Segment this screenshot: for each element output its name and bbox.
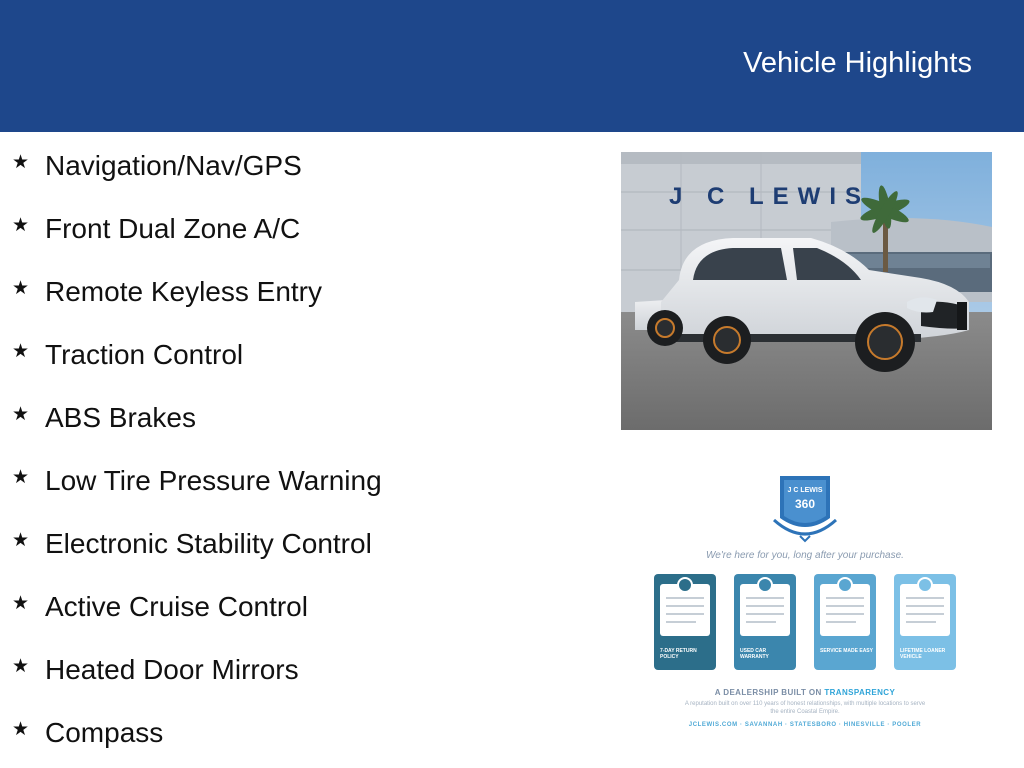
feature-label: Compass xyxy=(45,717,164,748)
warranty-icon xyxy=(758,578,772,592)
page-title: Vehicle Highlights xyxy=(743,47,972,79)
feature-label: Heated Door Mirrors xyxy=(45,654,299,685)
feature-label: ABS Brakes xyxy=(45,402,196,433)
dealer-sign-text: J C LEWIS xyxy=(669,183,871,210)
header-banner xyxy=(0,0,1024,132)
star-icon: ★ xyxy=(12,466,30,488)
feature-item xyxy=(0,402,560,442)
return-policy-icon xyxy=(678,578,692,592)
star-icon: ★ xyxy=(12,277,30,299)
badge-number-text: 360 xyxy=(794,497,816,511)
promo-card-label: SERVICE MADE EASY xyxy=(820,648,873,654)
promo-card-label: USED CAR WARRANTY xyxy=(740,648,769,660)
feature-item xyxy=(0,276,560,316)
badge-brand-text: J C LEWIS xyxy=(787,487,823,494)
feature-label: Electronic Stability Control xyxy=(45,528,372,559)
feature-item xyxy=(0,528,560,568)
feature-item xyxy=(0,654,560,694)
promo-locations: JCLEWIS.COM · SAVANNAH · STATESBORO · HINESVILLE · POOLER xyxy=(688,722,922,728)
feature-label: Remote Keyless Entry xyxy=(45,276,322,307)
feature-item xyxy=(0,150,560,190)
star-icon: ★ xyxy=(12,655,30,677)
feature-item xyxy=(0,717,560,757)
feature-label: Traction Control xyxy=(45,339,244,370)
star-icon: ★ xyxy=(12,151,30,173)
promo-card xyxy=(814,574,876,670)
promo-subtext: A reputation built on over 110 years of honest relationships, with multiple locations to serve the entire Coastal Empire. xyxy=(684,701,926,715)
star-icon: ★ xyxy=(12,340,30,362)
promo-heading-accent: TRANSPARENCY xyxy=(824,688,896,697)
promo-heading-prefix: A DEALERSHIP BUILT ON xyxy=(714,688,822,697)
feature-item xyxy=(0,339,560,379)
feature-item xyxy=(0,591,560,631)
service-icon xyxy=(838,578,852,592)
feature-label: Front Dual Zone A/C xyxy=(45,213,301,244)
star-icon: ★ xyxy=(12,592,30,614)
promo-card-label: 7-DAY RETURN POLICY xyxy=(660,648,697,660)
feature-item xyxy=(0,465,560,505)
promo-tagline: We're here for you, long after your purchase. xyxy=(706,550,904,561)
feature-label: Navigation/Nav/GPS xyxy=(45,150,302,181)
star-icon: ★ xyxy=(12,403,30,425)
chevron-down-icon xyxy=(800,536,810,541)
promo-card-label: LIFETIME LOANER VEHICLE xyxy=(900,648,946,660)
feature-item xyxy=(0,213,560,253)
star-icon: ★ xyxy=(12,718,30,740)
loaner-vehicle-icon xyxy=(918,578,932,592)
promo-heading xyxy=(640,688,970,697)
vehicle-photo xyxy=(621,152,992,430)
feature-label: Active Cruise Control xyxy=(45,591,308,622)
feature-label: Low Tire Pressure Warning xyxy=(45,465,382,496)
promo-graphic xyxy=(640,466,970,741)
star-icon: ★ xyxy=(12,214,30,236)
star-icon: ★ xyxy=(12,529,30,551)
